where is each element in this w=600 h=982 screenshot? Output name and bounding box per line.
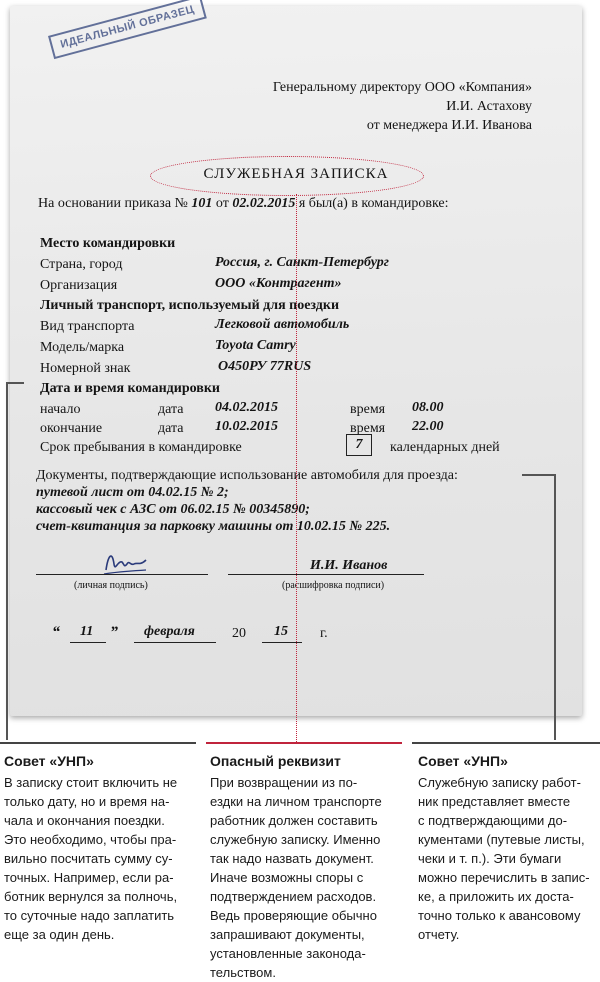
plate-label: Номерной знак xyxy=(40,361,131,376)
tip-2-rule xyxy=(206,742,402,744)
tip-1-line: Это необходимо, чтобы пра- xyxy=(4,832,177,847)
duration-label: Срок пребывания в командировке xyxy=(40,440,242,455)
documents-heading: Документы, подтверждающие использование автомобиля для проезда: xyxy=(36,468,458,483)
tip-1-line: чала и окончания поездки. xyxy=(4,813,165,828)
personal-signature-caption: (личная подпись) xyxy=(74,580,148,591)
year-g: г. xyxy=(320,626,328,641)
start-time-value: 08.00 xyxy=(412,400,444,415)
tip-1-line: В записку стоит включить не xyxy=(4,775,178,790)
month-line xyxy=(134,642,216,643)
tip-2-line: запрашивают документы, xyxy=(210,927,365,942)
address-line-3: от менеджера И.И. Иванова xyxy=(366,118,532,133)
tip-2-line: так надо назвать документ. xyxy=(210,851,374,866)
tip-3-line: отчету. xyxy=(418,927,460,942)
decode-signature-caption: (расшифровка подписи) xyxy=(282,580,385,591)
document-item-2: кассовый чек с АЗС от 06.02.15 № 00345890; xyxy=(36,502,310,517)
right-callout-vertical xyxy=(554,474,556,740)
start-label: начало xyxy=(40,402,81,417)
tip-3-rule xyxy=(412,742,600,744)
intro-prefix: На основании приказа № xyxy=(38,196,188,211)
duration-box: 7 xyxy=(346,434,372,456)
vehicle-type-label: Вид транспорта xyxy=(40,319,135,334)
tip-2-line: служебную записку. Именно xyxy=(210,832,381,847)
tip-1-line: ботник вернулся за полночь, xyxy=(4,889,178,904)
document-item-1: путевой лист от 04.02.15 № 2; xyxy=(36,485,229,500)
signer-name: И.И. Иванов xyxy=(310,558,388,573)
org-label: Организация xyxy=(40,278,118,293)
start-time-label: время xyxy=(350,402,386,417)
org-value: ООО «Контрагент» xyxy=(215,276,342,291)
trip-heading: Дата и время командировки xyxy=(40,381,220,396)
intro-from: от xyxy=(215,196,229,211)
tip-3-line: ке, а приложить их доста- xyxy=(418,889,574,904)
country-value: Россия, г. Санкт-Петербург xyxy=(215,255,389,270)
start-date-label: дата xyxy=(158,402,184,417)
country-label: Страна, город xyxy=(40,257,123,272)
tip-1-line: то суточные надо заплатить xyxy=(4,908,175,923)
tip-3-line: ник представляет вместе xyxy=(418,794,571,809)
signature-line xyxy=(36,574,208,575)
end-time-value: 22.00 xyxy=(412,419,444,434)
tip-2-heading: Опасный реквизит xyxy=(210,753,341,769)
year-suffix: 15 xyxy=(274,624,288,639)
tip-1-line: только дату, но и время на- xyxy=(4,794,170,809)
tip-column-2 xyxy=(210,752,404,982)
end-time-label: время xyxy=(350,421,386,436)
tip-3-line: кументами (путевые листы, xyxy=(418,832,585,847)
tip-3-line: точно только к авансовому xyxy=(418,908,581,923)
transport-heading: Личный транспорт, используемый для поездки xyxy=(40,298,340,313)
year-prefix: 20 xyxy=(232,626,246,641)
order-date: 02.02.2015 xyxy=(232,196,296,211)
open-quote: “ xyxy=(52,624,60,641)
day-value: 11 xyxy=(80,624,94,639)
tip-2-line: Иначе возможны споры с xyxy=(210,870,364,885)
month-value: февраля xyxy=(144,624,195,639)
tip-2-line: установленные законода- xyxy=(210,946,366,961)
tip-2-line: подтверждением расходов. xyxy=(210,889,377,904)
tip-1-line: точных. Например, если ра- xyxy=(4,870,174,885)
tip-1-line: вильно посчитать сумму су- xyxy=(4,851,173,866)
address-line-1: Генеральному директору ООО «Компания» xyxy=(272,80,532,95)
document-item-3: счет-квитанция за парковку машины от 10.02.15 № 225. xyxy=(36,519,391,534)
tip-1-heading: Совет «УНП» xyxy=(4,753,94,769)
tip-1-rule xyxy=(0,742,196,744)
tip-1-line: еще за один день. xyxy=(4,927,115,942)
plate-value: О450РУ 77RUS xyxy=(218,359,312,374)
left-callout-tick xyxy=(6,382,24,384)
end-date-value: 10.02.2015 xyxy=(215,419,278,434)
place-heading: Место командировки xyxy=(40,236,176,251)
tip-column-1 xyxy=(4,752,198,944)
tip-3-line: можно перечислить в запис- xyxy=(418,870,590,885)
tip-3-line: с подтверждающими до- xyxy=(418,813,568,828)
vehicle-type-value: Легковой автомобиль xyxy=(215,317,350,332)
tip-2-line: При возвращении из по- xyxy=(210,775,358,790)
order-number: 101 xyxy=(191,196,213,211)
sample-stamp: ИДЕАЛЬНЫЙ ОБРАЗЕЦ xyxy=(48,0,207,59)
tip-2-line: Ведь проверяющие обычно xyxy=(210,908,377,923)
address-line-2: И.И. Астахову xyxy=(446,99,532,114)
vehicle-model-value: Toyota Camry xyxy=(215,338,296,353)
decode-line xyxy=(228,574,424,575)
day-line xyxy=(70,642,106,643)
end-label: окончание xyxy=(40,421,103,436)
vehicle-model-label: Модель/марка xyxy=(40,340,125,355)
tip-3-line: чеки и т. п.). Эти бумаги xyxy=(418,851,562,866)
duration-unit: календарных дней xyxy=(390,440,500,455)
document-title: СЛУЖЕБНАЯ ЗАПИСКА xyxy=(203,166,389,182)
right-callout-tick xyxy=(522,474,555,476)
intro-suffix: я был(а) в командировке: xyxy=(298,196,449,211)
tip-2-line: ездки на личном транспорте xyxy=(210,794,382,809)
intro-line xyxy=(38,196,449,212)
tip-column-3 xyxy=(418,752,598,944)
end-date-label: дата xyxy=(158,421,184,436)
left-callout-vertical xyxy=(6,382,8,740)
center-callout-dotted-line xyxy=(296,194,297,742)
tip-3-heading: Совет «УНП» xyxy=(418,753,508,769)
tip-2-line: работник должен составить xyxy=(210,813,378,828)
start-date-value: 04.02.2015 xyxy=(215,400,278,415)
tip-3-line: Служебную записку работ- xyxy=(418,775,581,790)
tip-2-line: тельством. xyxy=(210,965,276,980)
close-quote: ” xyxy=(110,624,118,641)
